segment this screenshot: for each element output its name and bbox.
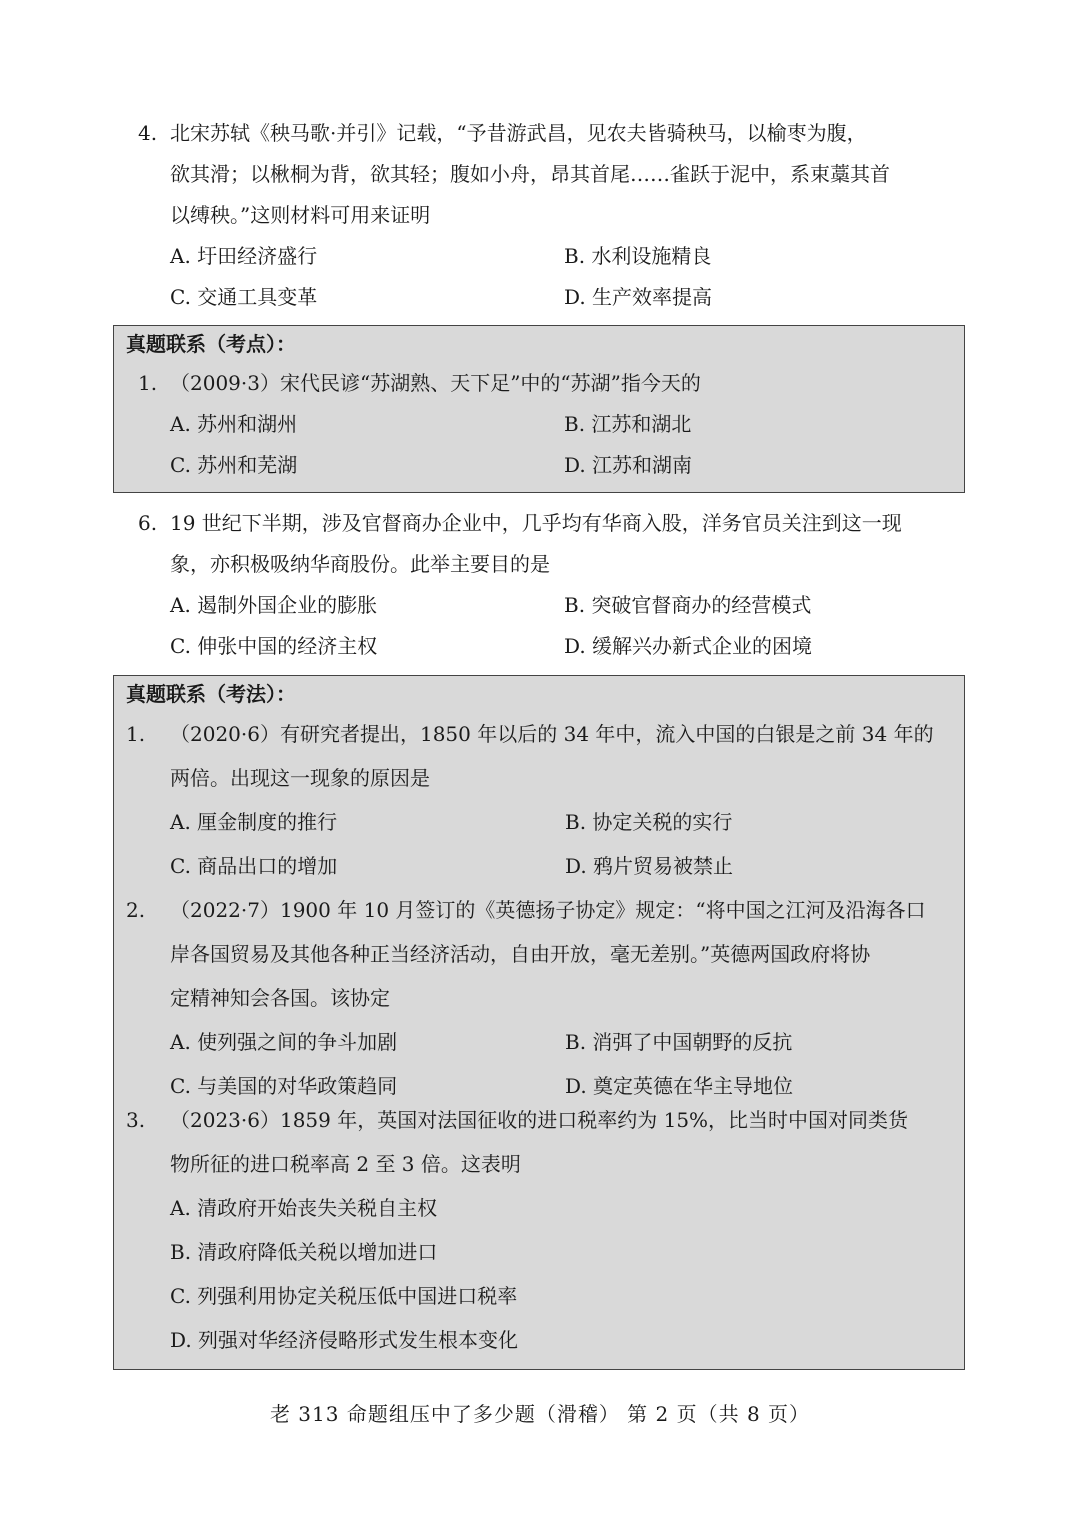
option-a: A. 苏州和湖州 (170, 412, 298, 436)
question-number: 3. (126, 1108, 146, 1132)
option-d: D. 列强对华经济侵略形式发生根本变化 (170, 1328, 519, 1352)
box-question-1 (138, 363, 968, 486)
box-question-2 (126, 888, 956, 1108)
question-stem-line: （2020·6）有研究者提出，1850 年以后的 34 年中，流入中国的白银是之前 34 年的 (170, 722, 934, 746)
options-row (138, 445, 968, 486)
question-number: 1. (138, 371, 158, 395)
options-row (126, 844, 956, 888)
option-a: A. 遏制外国企业的膨胀 (170, 593, 378, 617)
option-c: C. 与美国的对华政策趋同 (170, 1074, 398, 1098)
question-number: 4. (138, 121, 158, 145)
options-row (138, 277, 968, 318)
option-b: B. 协定关税的实行 (565, 810, 733, 834)
option-d: D. 奠定英德在华主导地位 (565, 1074, 794, 1098)
option-d: D. 生产效率提高 (564, 285, 713, 309)
option-c: C. 列强利用协定关税压低中国进口税率 (170, 1284, 518, 1308)
option-b: B. 江苏和湖北 (564, 412, 692, 436)
options-row (138, 404, 968, 445)
box-question-3 (126, 1098, 956, 1362)
option-b: B. 清政府降低关税以增加进口 (170, 1240, 438, 1264)
options-row (126, 1020, 956, 1064)
page-footer: 老 313 命题组压中了多少题（滑稽） 第 2 页（共 8 页） (269, 1402, 811, 1426)
option-c: C. 商品出口的增加 (170, 854, 338, 878)
question-number: 1. (126, 722, 146, 746)
question-stem-line: 19 世纪下半期，涉及官督商办企业中，几乎均有华商入股，洋务官员关注到这一现 (170, 511, 902, 535)
option-a: A. 圩田经济盛行 (170, 244, 318, 268)
question-stem-line: 物所征的进口税率高 2 至 3 倍。这表明 (170, 1152, 521, 1176)
option-b: B. 水利设施精良 (564, 244, 712, 268)
option-a: A. 厘金制度的推行 (170, 810, 338, 834)
question-stem-line: （2023·6）1859 年，英国对法国征收的进口税率约为 15%，比当时中国对同类货 (170, 1108, 909, 1132)
option-a: A. 清政府开始丧失关税自主权 (170, 1196, 438, 1220)
options-row (126, 800, 956, 844)
box-title: 真题联系（考点）： (126, 332, 296, 356)
option-c: C. 伸张中国的经济主权 (170, 634, 378, 658)
question-stem-line: 定精神知会各国。该协定 (170, 986, 390, 1010)
option-d: D. 江苏和湖南 (564, 453, 693, 477)
related-questions-box-kaodian (113, 325, 965, 493)
options-row (138, 585, 968, 626)
question-stem: （2009·3）宋代民谚“苏湖熟、天下足”中的“苏湖”指今天的 (170, 371, 701, 395)
question-stem-line: （2022·7）1900 年 10 月签订的《英德扬子协定》规定：“将中国之江河及沿海各口 (170, 898, 926, 922)
question-number: 2. (126, 898, 146, 922)
question-stem-line: 欲其滑；以楸桐为背，欲其轻；腹如小舟，昂其首尾……雀跃于泥中，系束藁其首 (170, 162, 890, 186)
options-row (138, 626, 968, 667)
option-a: A. 使列强之间的争斗加剧 (170, 1030, 398, 1054)
box-title: 真题联系（考法）： (126, 682, 296, 706)
question-stem-line: 以缚秧。”这则材料可用来证明 (170, 203, 431, 227)
question-stem-line: 两倍。出现这一现象的原因是 (170, 766, 430, 790)
question-6 (138, 503, 968, 667)
question-stem-line: 象，亦积极吸纳华商股份。此举主要目的是 (170, 552, 550, 576)
question-4 (138, 113, 968, 318)
options-row (138, 236, 968, 277)
related-questions-box-kaofa (113, 675, 965, 1370)
question-number: 6. (138, 511, 158, 535)
option-c: C. 苏州和芜湖 (170, 453, 298, 477)
box-question-1 (126, 712, 956, 888)
question-stem-line: 北宋苏轼《秧马歌·并引》记载，“予昔游武昌，见农夫皆骑秧马，以榆枣为腹， (170, 121, 867, 145)
option-c: C. 交通工具变革 (170, 285, 318, 309)
option-b: B. 消弭了中国朝野的反抗 (565, 1030, 793, 1054)
question-stem-line: 岸各国贸易及其他各种正当经济活动，自由开放，毫无差别。”英德两国政府将协 (170, 942, 871, 966)
option-d: D. 鸦片贸易被禁止 (565, 854, 734, 878)
option-b: B. 突破官督商办的经营模式 (564, 593, 812, 617)
option-d: D. 缓解兴办新式企业的困境 (564, 634, 813, 658)
